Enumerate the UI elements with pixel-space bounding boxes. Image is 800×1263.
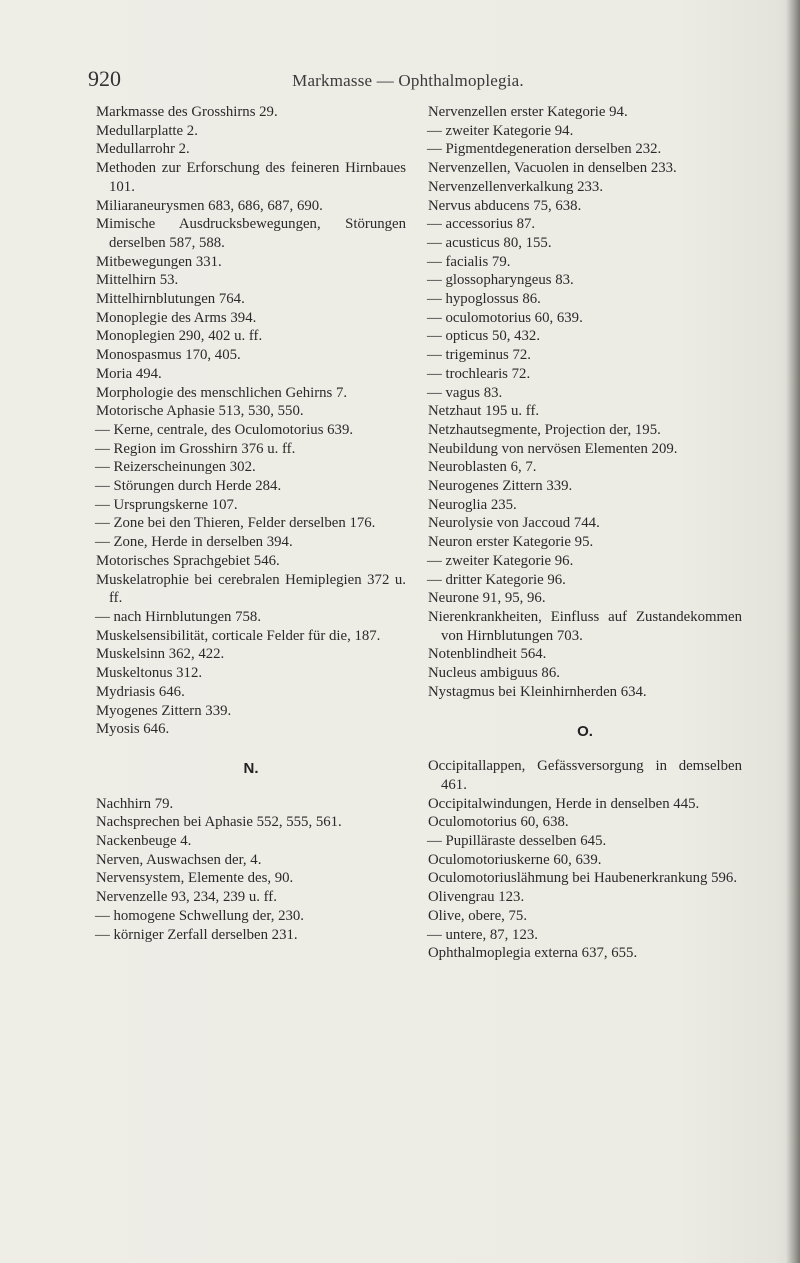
index-subentry: — zweiter Kategorie 94. [427, 122, 574, 139]
index-entry: Notenblindheit 564. [428, 646, 547, 663]
index-entry: Methoden zur Erforschung des feineren Hirnbaues 101. [96, 160, 406, 195]
index-subentry: — oculomotorius 60, 639. [427, 309, 583, 326]
index-subentry: — homogene Schwellung der, 230. [95, 907, 304, 924]
index-entry: Monospasmus 170, 405. [96, 347, 241, 364]
index-entry: Nachhirn 79. [96, 795, 174, 812]
index-entry: Neurolysie von Jaccoud 744. [428, 515, 600, 532]
index-entry: Neuron erster Kategorie 95. [428, 534, 594, 551]
index-subentry: — acusticus 80, 155. [427, 234, 552, 251]
index-entry: Nerven, Auswachsen der, 4. [96, 851, 262, 868]
index-subentry: — untere, 87, 123. [427, 926, 538, 943]
index-entry: Myosis 646. [96, 721, 170, 738]
index-entry: Mydriasis 646. [96, 683, 185, 700]
page-edge-shadow [786, 0, 800, 1263]
index-entry: Netzhautsegmente, Projection der, 195. [428, 421, 661, 438]
index-entry: Myogenes Zittern 339. [96, 702, 232, 719]
index-entry: Neuroblasten 6, 7. [428, 459, 537, 476]
index-subentry: — Zone bei den Thieren, Felder derselben 176. [95, 515, 376, 532]
index-entry: Netzhaut 195 u. ff. [428, 403, 540, 420]
index-subentry: — Zone, Herde in derselben 394. [95, 534, 293, 551]
index-subentry: — vagus 83. [427, 384, 503, 401]
running-title: Markmasse — Ophthalmoplegia. [292, 71, 524, 90]
index-entry: Mimische Ausdrucksbewegungen, Störungen derselben 587, 588. [96, 216, 406, 251]
index-entry: Moria 494. [96, 365, 162, 382]
index-subentry: — Pigmentdegeneration derselben 232. [427, 141, 662, 158]
index-subentry: — Region im Grosshirn 376 u. ff. [95, 440, 296, 457]
index-column-left [96, 103, 406, 944]
index-subentry: — Pupilläraste desselben 645. [427, 833, 607, 850]
index-entry: Occipitallappen, Gefässversorgung in demselben 461. [428, 758, 742, 793]
index-entry: Motorische Aphasie 513, 530, 550. [96, 403, 304, 420]
letter-heading: N. [243, 759, 259, 777]
index-subentry: — körniger Zerfall derselben 231. [95, 926, 298, 943]
index-entry: Nervenzellen, Vacuolen in denselben 233. [428, 160, 677, 177]
index-entry: Mittelhirnblutungen 764. [96, 291, 245, 308]
index-subentry: — trigeminus 72. [427, 347, 531, 364]
index-entry: Motorisches Sprachgebiet 546. [96, 552, 280, 569]
index-entry: Nackenbeuge 4. [96, 833, 192, 850]
index-column-right [428, 103, 742, 963]
index-subentry: — zweiter Kategorie 96. [427, 552, 574, 569]
index-subentry: — glossopharyngeus 83. [427, 272, 574, 289]
index-subentry: — Reizerscheinungen 302. [95, 459, 256, 476]
index-entry: Oculomotorius 60, 638. [428, 814, 569, 831]
index-subentry: — opticus 50, 432. [427, 328, 541, 345]
index-entry: Nachsprechen bei Aphasie 552, 555, 561. [96, 814, 342, 831]
index-entry: Neubildung von nervösen Elementen 209. [428, 440, 678, 457]
index-entry: Neuroglia 235. [428, 496, 517, 513]
page-header [88, 66, 728, 90]
index-entry: Nervenzellen erster Kategorie 94. [428, 104, 628, 120]
index-entry: Oculomotoriuskerne 60, 639. [428, 851, 602, 868]
index-entry: Markmasse des Grosshirns 29. [96, 104, 278, 120]
index-subentry: — Störungen durch Herde 284. [95, 478, 282, 495]
index-entry: Olivengrau 123. [428, 889, 525, 906]
index-entry: Nervenzellenverkalkung 233. [428, 178, 604, 195]
index-entry: Morphologie des menschlichen Gehirns 7. [96, 384, 348, 401]
index-subentry: — nach Hirnblutungen 758. [95, 608, 262, 625]
index-entry: Neurone 91, 95, 96. [428, 590, 546, 607]
index-subentry: — facialis 79. [427, 253, 511, 270]
index-entry: Miliaraneurysmen 683, 686, 687, 690. [96, 197, 323, 214]
index-entry: Neurogenes Zittern 339. [428, 478, 573, 495]
index-entry: Ophthalmoplegia externa 637, 655. [428, 945, 638, 962]
index-entry: Mitbewegungen 331. [96, 253, 222, 270]
index-subentry: — trochlearis 72. [427, 365, 531, 382]
index-entry: Muskelatrophie bei cerebralen Hemiplegien 372 u. ff. [96, 571, 406, 607]
index-subentry: — accessorius 87. [427, 216, 536, 233]
letter-heading: O. [577, 722, 593, 740]
index-entry: Nervensystem, Elemente des, 90. [96, 870, 294, 887]
index-subentry: — Kerne, centrale, des Oculomotorius 639. [95, 421, 354, 438]
index-subentry: — dritter Kategorie 96. [427, 571, 566, 588]
index-entry: Occipitalwindungen, Herde in denselben 445. [428, 795, 700, 812]
index-entry: Medullarrohr 2. [96, 141, 190, 158]
index-entry: Nervus abducens 75, 638. [428, 197, 582, 214]
index-entry: Nervenzelle 93, 234, 239 u. ff. [96, 889, 277, 906]
index-entry: Nucleus ambiguus 86. [428, 665, 560, 682]
index-subentry: — Ursprungskerne 107. [95, 496, 238, 513]
index-subentry: — hypoglossus 86. [427, 291, 541, 308]
index-entry: Muskelsinn 362, 422. [96, 646, 225, 663]
index-entry: Nierenkrankheiten, Einfluss auf Zustandekommen von Hirnblutungen 703. [428, 608, 742, 644]
index-entry: Muskeltonus 312. [96, 665, 203, 682]
index-entry: Medullarplatte 2. [96, 122, 198, 139]
index-entry: Monoplegie des Arms 394. [96, 309, 257, 326]
index-entry: Muskelsensibilität, corticale Felder für die, 187. [96, 627, 381, 644]
page-number: 920 [88, 66, 121, 91]
index-entry: Nystagmus bei Kleinhirnherden 634. [428, 683, 647, 700]
index-entry: Olive, obere, 75. [428, 907, 528, 924]
index-entry: Mittelhirn 53. [96, 272, 179, 289]
index-entry: Oculomotoriuslähmung bei Haubenerkrankung 596. [428, 870, 738, 887]
index-entry: Monoplegien 290, 402 u. ff. [96, 328, 263, 345]
